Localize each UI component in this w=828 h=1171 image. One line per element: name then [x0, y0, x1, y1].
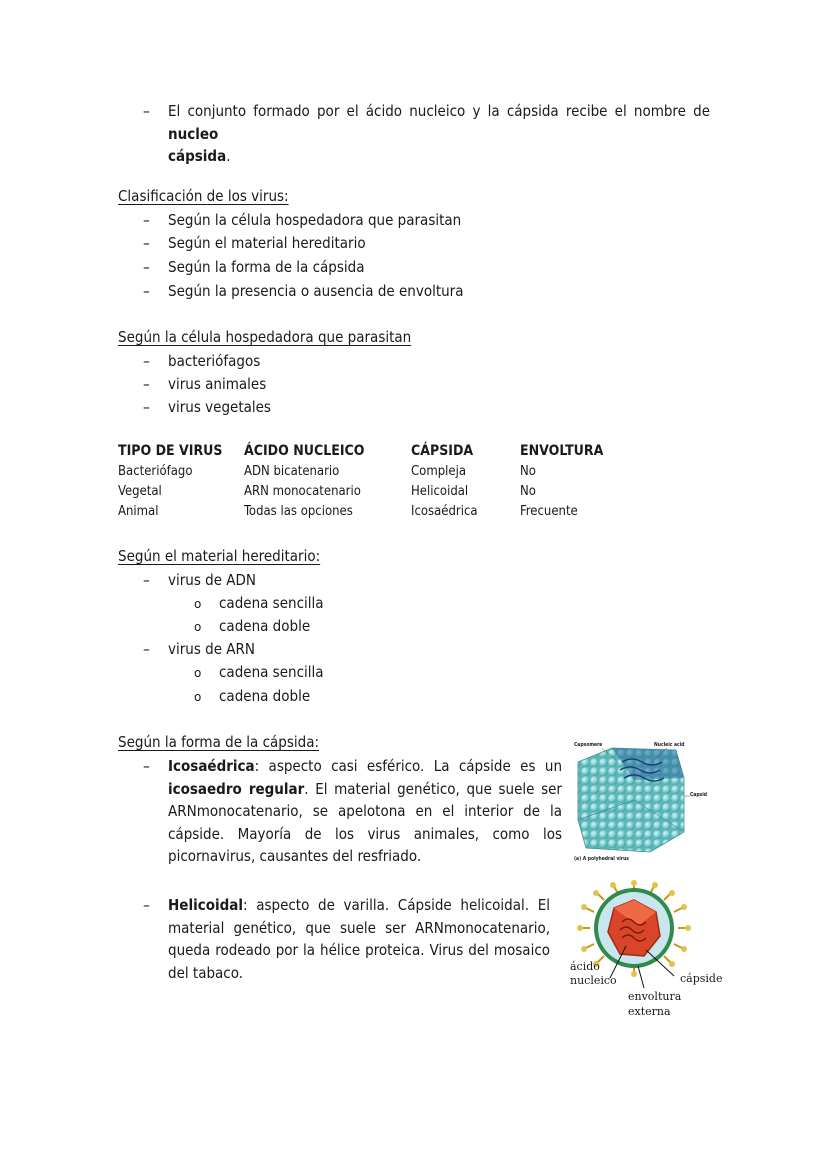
table-cell: ARN monocatenario — [244, 484, 361, 499]
bullet-marker: o — [194, 620, 202, 634]
dash-marker: – — [143, 757, 150, 775]
dash-marker: – — [143, 211, 150, 229]
list-item: Según la presencia o ausencia de envoltura — [168, 282, 464, 300]
shape-heading: Según la forma de la cápsida: — [118, 733, 320, 751]
icosahedral-text-1: : aspecto casi esférico. La cápside es un — [254, 757, 562, 775]
host-heading: Según la célula hospedadora que parasitan — [118, 328, 412, 346]
table-cell: Frecuente — [520, 504, 578, 519]
intro-bold-1: nucleo — [168, 124, 219, 143]
helical-text: : aspecto de varilla. Cápside helicoidal. El material genético, que suele ser ARNmonocatenario, queda rodeado por la hélice proteica. Virus del mosaico del tabaco. — [168, 896, 550, 982]
table-cell: No — [520, 484, 536, 499]
polyhedral-virus-illustration — [572, 740, 722, 866]
dash-marker: – — [143, 640, 150, 658]
table-cell: Compleja — [411, 464, 467, 479]
table-cell: Helicoidal — [411, 484, 469, 499]
dash-marker: – — [143, 102, 150, 120]
sub-list-item: cadena doble — [219, 687, 311, 705]
icosahedral-text-2: . El material genético, que suele ser ARNmonocatenario, se apelotona en el interior de la cápside. Mayoría de los virus animales, como los picornavirus, causantes del resfriado. — [168, 779, 562, 865]
sub-list-item: cadena sencilla — [219, 594, 324, 612]
capside-label: cápside — [680, 972, 723, 985]
helical-paragraph — [168, 894, 550, 984]
table-cell: No — [520, 464, 536, 479]
nucleic-acid-label: Nucleic acid — [654, 742, 685, 748]
list-item: Según la célula hospedadora que parasitan — [168, 211, 462, 229]
icosahedral-bold: icosaedro regular — [168, 779, 305, 798]
intro-bold-2: cápsida — [168, 147, 227, 165]
dash-marker: – — [143, 375, 150, 393]
table-cell: Todas las opciones — [244, 504, 353, 519]
capsomere-label: Capsomere — [574, 742, 603, 748]
polyhedral-virus-figure — [572, 740, 722, 866]
table-cell: Animal — [118, 504, 159, 519]
intro-text-main: El conjunto formado por el ácido nucleico y la cápsida recibe el nombre de — [168, 102, 710, 120]
list-item: Según la forma de la cápsida — [168, 258, 365, 276]
table-cell: Icosaédrica — [411, 504, 478, 519]
bullet-marker: o — [194, 690, 202, 704]
table-header: CÁPSIDA — [411, 443, 474, 459]
bullet-marker: o — [194, 666, 202, 680]
dash-marker: – — [143, 571, 150, 589]
list-item: virus de ARN — [168, 640, 256, 658]
capsid-label: Capsid — [690, 792, 707, 798]
helical-term: Helicoidal — [168, 896, 243, 914]
table-cell: Vegetal — [118, 484, 162, 499]
icosahedral-term: Icosaédrica — [168, 757, 255, 775]
table-cell: ADN bicatenario — [244, 464, 340, 479]
enveloped-virus-figure — [566, 878, 726, 1023]
sub-list-item: cadena sencilla — [219, 663, 324, 681]
dash-marker: – — [143, 258, 150, 276]
hereditary-heading: Según el material hereditario: — [118, 547, 321, 565]
figure-caption: (a) A polyhedral virus — [574, 856, 629, 862]
nucleico-label: nucleico — [570, 974, 617, 987]
list-item: bacteriófagos — [168, 352, 261, 370]
table-header: ENVOLTURA — [520, 443, 604, 459]
bullet-marker: o — [194, 597, 202, 611]
dash-marker: – — [143, 282, 150, 300]
intro-period: . — [226, 147, 231, 165]
envoltura-label: envoltura — [628, 990, 682, 1003]
sub-list-item: cadena doble — [219, 617, 311, 635]
table-header: TIPO DE VIRUS — [118, 443, 223, 459]
intro-text — [168, 100, 710, 168]
dash-marker: – — [143, 234, 150, 252]
icosahedral-paragraph — [168, 755, 562, 868]
dash-marker: – — [143, 352, 150, 370]
table-cell: Bacteriófago — [118, 464, 193, 479]
externa-label: externa — [628, 1005, 671, 1018]
list-item: virus de ADN — [168, 571, 257, 589]
list-item: virus animales — [168, 375, 267, 393]
dash-marker: – — [143, 398, 150, 416]
list-item: virus vegetales — [168, 398, 271, 416]
acido-label: ácido — [570, 960, 600, 973]
dash-marker: – — [143, 896, 150, 914]
list-item: Según el material hereditario — [168, 234, 366, 252]
classification-heading: Clasificación de los virus: — [118, 187, 289, 205]
table-header: ÁCIDO NUCLEICO — [244, 443, 365, 459]
